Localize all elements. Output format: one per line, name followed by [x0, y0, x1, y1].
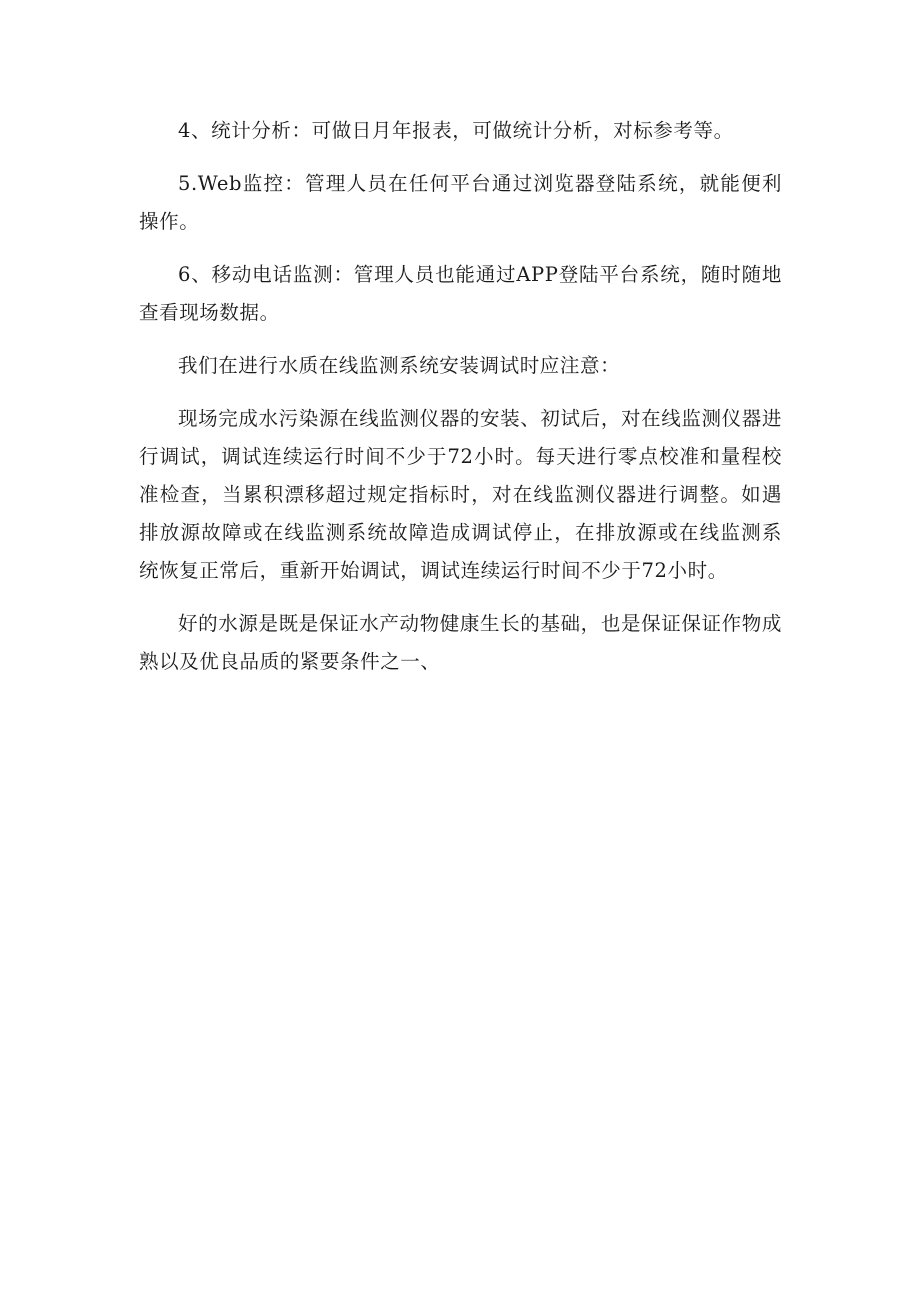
- paragraph-statistics: 4、统计分析：可做日月年报表，可做统计分析，对标参考等。: [178, 119, 734, 142]
- paragraph-water-source: 好的水源是既是保证水产动物健康生长的基础，也是保证保证作物成熟以及优良品质的紧要条件之一、: [139, 612, 782, 673]
- paragraph-installation-notice: 我们在进行水质在线监测系统安装调试时应注意：: [178, 354, 621, 377]
- paragraph-web-monitoring: 5.Web监控：管理人员在任何平台通过浏览器登陆系统，就能便利操作。: [139, 172, 782, 233]
- paragraph-debugging-procedure: 现场完成水污染源在线监测仪器的安装、初试后，对在线监测仪器进行调试，调试连续运行时间不少于72小时。每天进行零点校准和量程校准检查，当累积漂移超过规定指标时，对在线监测仪器进行调整。如遇排放源故障或在线监测系统故障造成调试停止，在排放源或在线监测系统恢复正常后，重新开始调试，调试连续运行时间不少于72小时。: [139, 407, 782, 582]
- document-body: [139, 112, 782, 696]
- paragraph-mobile-monitoring: 6、移动电话监测：管理人员也能通过APP登陆平台系统，随时随地查看现场数据。: [139, 263, 782, 324]
